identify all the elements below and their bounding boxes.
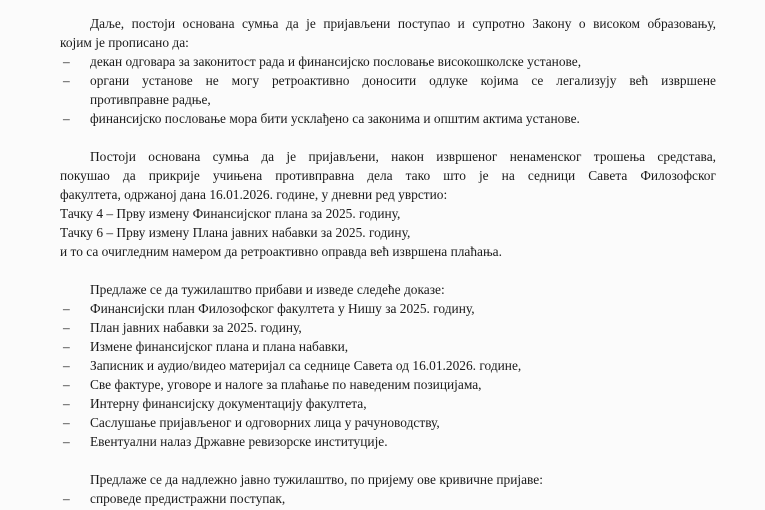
dash-bullet: – — [63, 111, 70, 126]
obligations-list — [60, 52, 716, 128]
dash-bullet: – — [63, 54, 70, 69]
dash-bullet: – — [63, 415, 70, 430]
list-item-text: Евентуални налаз Државне ревизорске институције. — [90, 434, 388, 449]
list-item-text: Финансијски план Филозофског факултета у Нишу за 2025. годину, — [90, 301, 475, 316]
list-item-text: Саслушање пријављеног и одговорних лица у рачуноводству, — [90, 415, 440, 430]
proposal-list — [60, 489, 716, 508]
evidence-list — [60, 299, 716, 451]
list-item — [60, 413, 716, 432]
dash-bullet: – — [63, 377, 70, 392]
list-item — [60, 375, 716, 394]
paragraph-concealment — [60, 147, 716, 261]
dash-bullet: – — [63, 358, 70, 373]
list-item — [60, 52, 716, 71]
paragraph-line: факултета, одржаној дана 16.01.2026. године, у дневни ред уврстио: — [60, 187, 448, 202]
list-item-text: Записник и аудио/видео материјал са седнице Савета од 16.01.2026. године, — [90, 358, 522, 373]
paragraph-line: Предлаже се да тужилаштво прибави и изведе следеће доказе: — [90, 282, 445, 297]
list-item-text: декан одговара за законитост рада и финансијско пословање високошколске установе, — [90, 54, 582, 69]
dash-bullet: – — [63, 301, 70, 316]
paragraph-line: и то са очигледним намером да ретроактивно оправда већ извршена плаћања. — [60, 244, 502, 259]
paragraph-line: Предлаже се да надлежно јавно тужилаштво, по пријему ове кривичне пријаве: — [90, 472, 543, 487]
dash-bullet: – — [63, 396, 70, 411]
list-item — [60, 299, 716, 318]
list-item — [60, 109, 716, 128]
list-item-text: спроведе предистражни поступак, — [90, 491, 286, 506]
paragraph-evidence-intro — [60, 280, 716, 299]
paragraph-law-higher-education — [60, 14, 716, 52]
list-item — [60, 489, 716, 508]
list-item-text: Измене финансијског плана и плана набавки, — [90, 339, 349, 354]
dash-bullet: – — [63, 339, 70, 354]
dash-bullet: – — [63, 434, 70, 449]
list-item — [60, 356, 716, 375]
list-item-text: органи установе не могу ретроактивно доносити одлуке којима се легализују већ извршене — [90, 73, 716, 88]
list-item-text: Интерну финансијску документацију факултета, — [90, 396, 367, 411]
list-item — [60, 337, 716, 356]
paragraph-line: покушао да прикрије учињена противправна дела тако што је на седници Савета Филозофског — [60, 168, 716, 183]
list-item — [60, 394, 716, 413]
list-item-text: План јавних набавки за 2025. годину, — [90, 320, 302, 335]
list-item-text: финансијско пословање мора бити усклађено са законима и општим актима установе. — [90, 111, 580, 126]
paragraph-proposal — [60, 470, 716, 489]
paragraph-line: Даље, постоји основана сумња да је пријављени поступао и супротно Закону о високом образовању, — [90, 16, 716, 31]
list-item — [60, 432, 716, 451]
dash-bullet: – — [63, 320, 70, 335]
paragraph-line: Тачку 4 – Прву измену Финансијског плана за 2025. годину, — [60, 206, 401, 221]
list-item — [60, 318, 716, 337]
list-item-text-continued: противправне радње, — [90, 92, 211, 107]
list-item — [60, 71, 716, 109]
list-item-text: Све фактуре, уговоре и налоге за плаћање по наведеним позицијама, — [90, 377, 482, 392]
dash-bullet: – — [63, 73, 70, 88]
paragraph-line: Тачку 6 – Прву измену Плана јавних набавки за 2025. годину, — [60, 225, 411, 240]
dash-bullet: – — [63, 491, 70, 506]
paragraph-line: којим је прописано да: — [60, 35, 189, 50]
paragraph-line: Постоји основана сумња да је пријављени, након извршеног ненаменског трошења средстава, — [90, 149, 716, 164]
